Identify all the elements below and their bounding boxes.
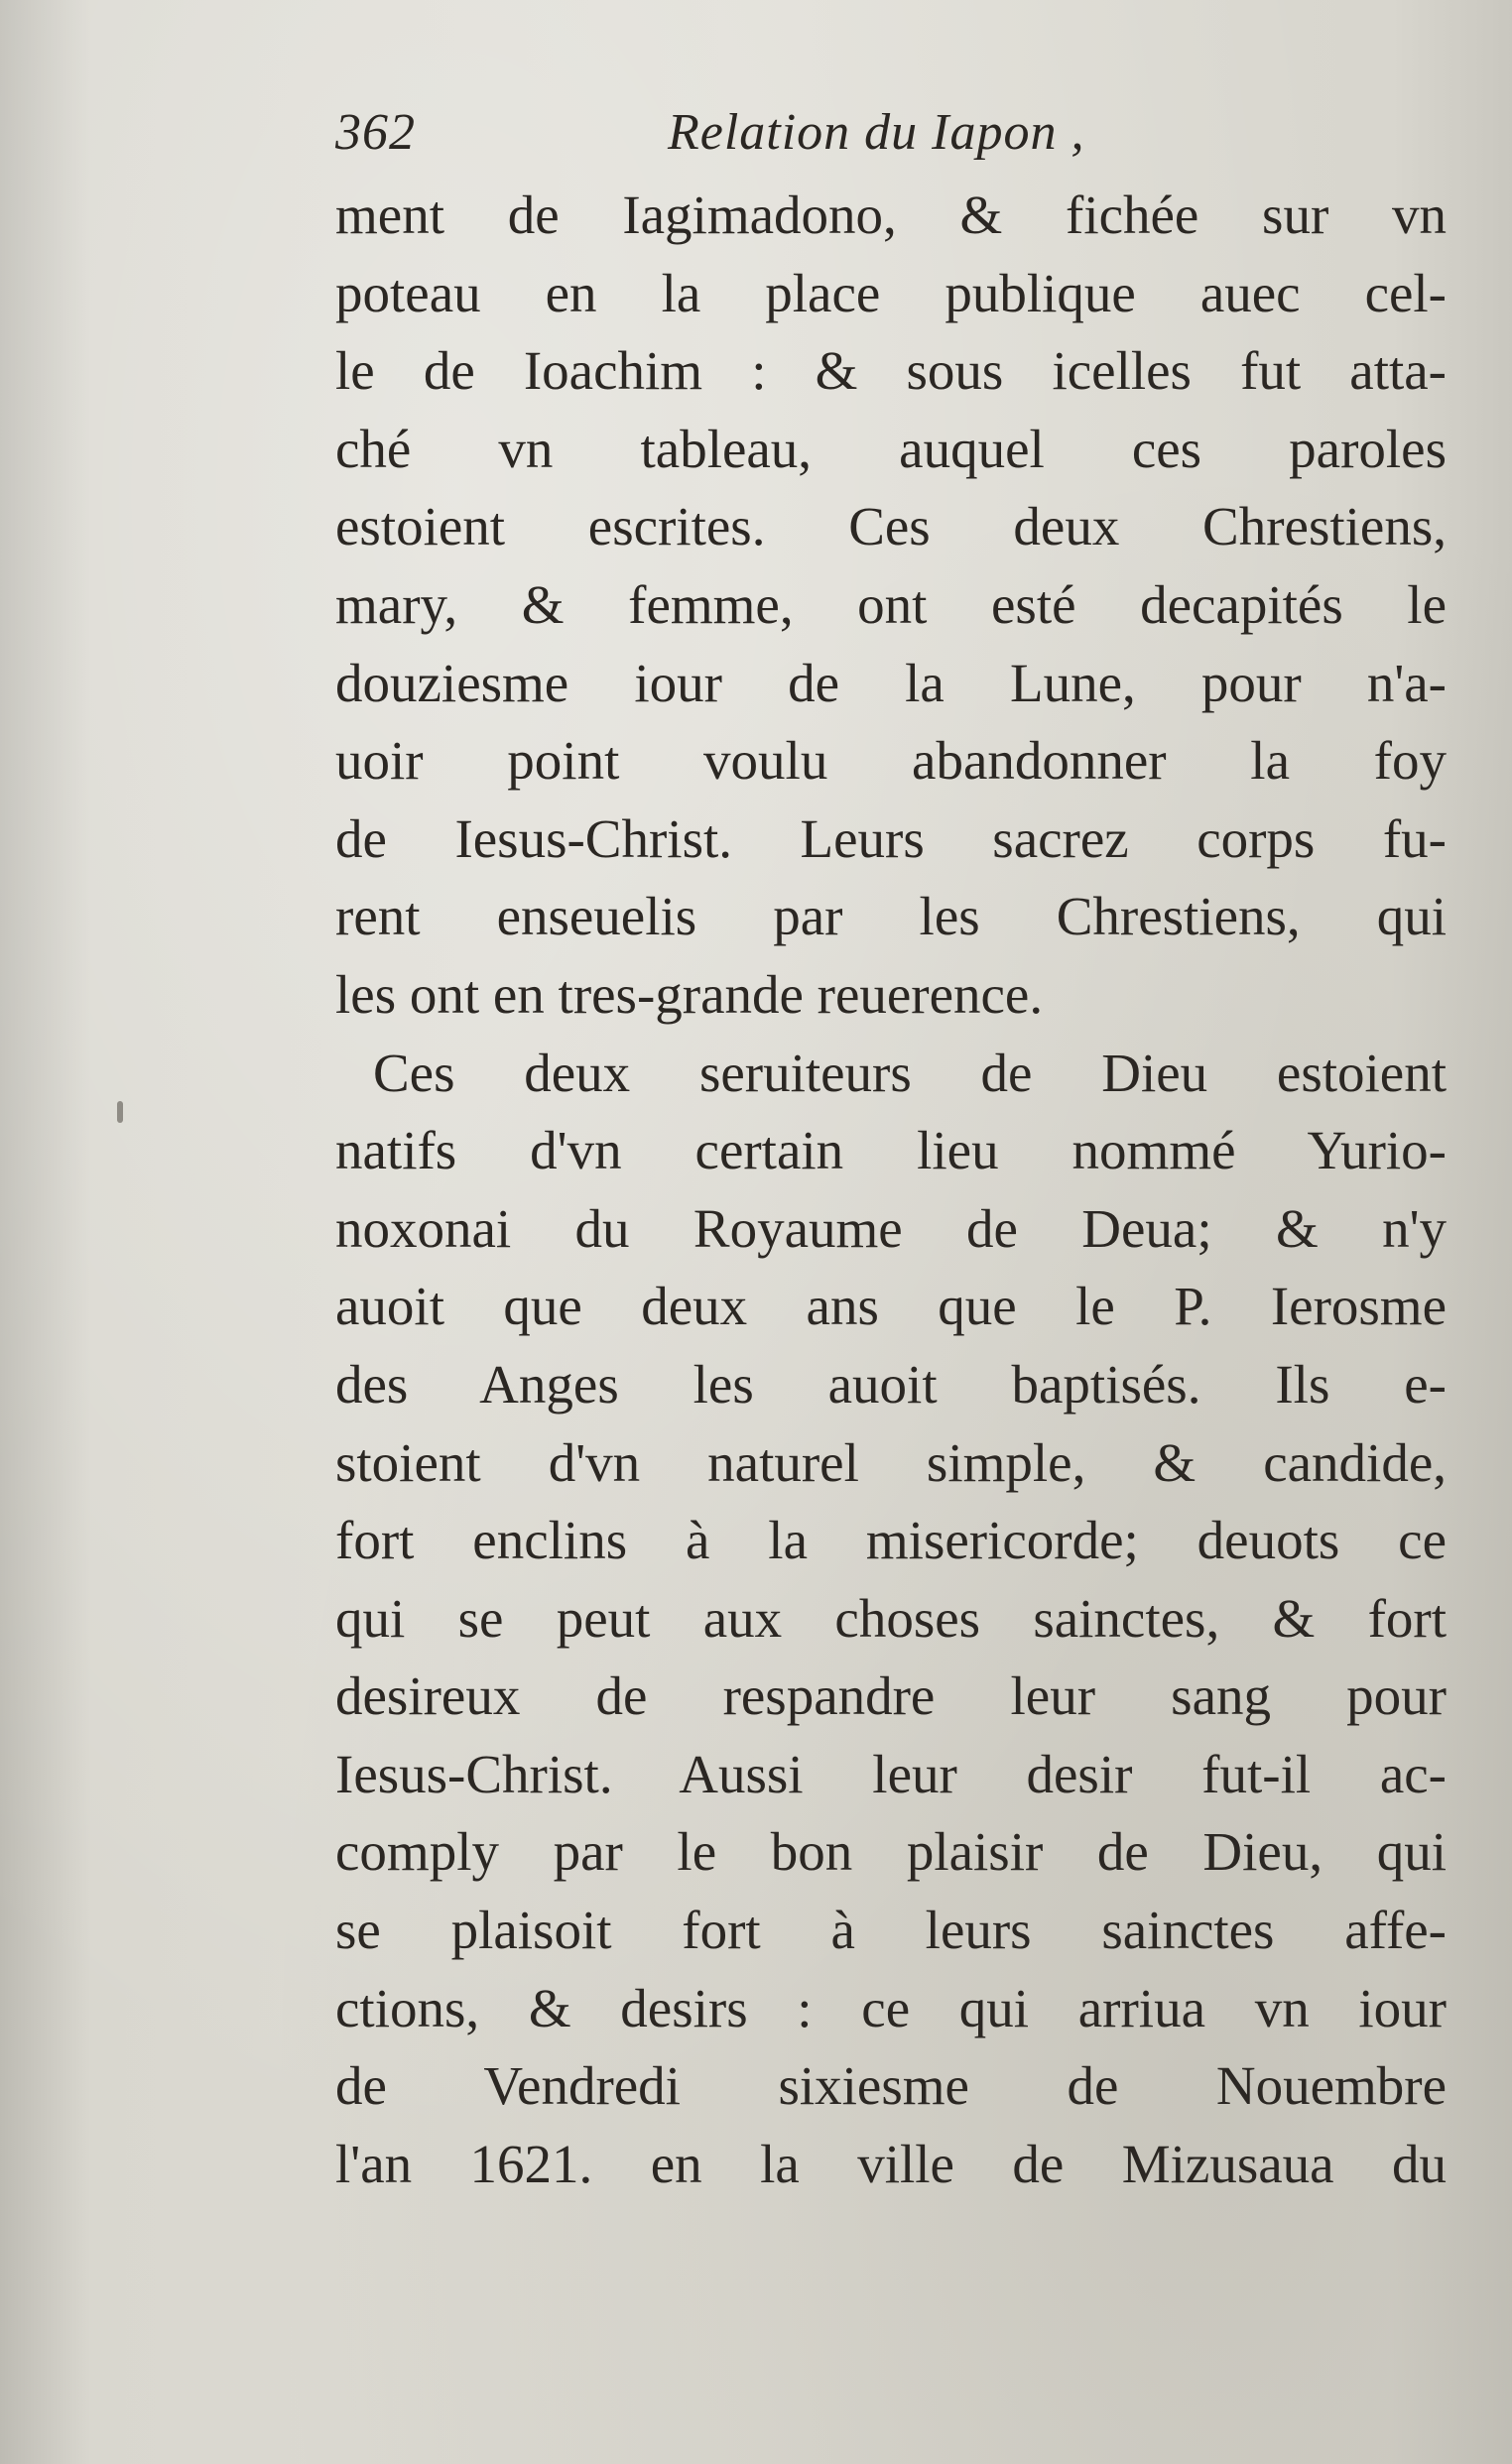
text-line: noxonai du Royaume de Deua; & n'y (335, 1197, 1447, 1259)
text-line: mary, & femme, ont esté decapités le (335, 573, 1447, 635)
text-line: les ont en tres-grande reuerence. (335, 963, 1044, 1025)
text-line: estoient escrites. Ces deux Chrestiens, (335, 496, 1447, 557)
ink-speck (117, 1101, 123, 1123)
text-line: ctions, & desirs : ce qui arriua vn iour (335, 1977, 1447, 2038)
text-line: douziesme iour de la Lune, pour n'a- (335, 652, 1447, 713)
paragraph-1 (335, 177, 1447, 1035)
text-line: l'an 1621. en la ville de Mizusaua du (335, 2133, 1447, 2194)
text-line: le de Ioachim : & sous icelles fut atta- (335, 340, 1447, 402)
paragraph-2 (335, 1035, 1447, 2204)
text-line: natifs d'vn certain lieu nommé Yurio- (335, 1120, 1447, 1181)
text-line: Iesus-Christ. Aussi leur desir fut-il ac- (335, 1743, 1447, 1804)
text-line: ment de Iagimadono, & fichée sur vn (335, 185, 1447, 245)
text-line: stoient d'vn naturel simple, & candide, (335, 1431, 1447, 1493)
text-line: ché vn tableau, auquel ces paroles (335, 418, 1447, 479)
text-line: qui se peut aux choses sainctes, & fort (335, 1587, 1447, 1649)
text-line: uoir point voulu abandonner la foy (335, 730, 1447, 792)
text-line: de Vendredi sixiesme de Nouembre (335, 2055, 1447, 2117)
text-line: des Anges les auoit baptisés. Ils e- (335, 1353, 1447, 1415)
body-text (335, 177, 1447, 2203)
page-number: 362 (335, 104, 416, 161)
book-title: Relation du Iapon , (668, 104, 1085, 161)
text-line: rent enseuelis par les Chrestiens, qui (335, 886, 1447, 947)
running-head (335, 103, 1466, 173)
text-line: comply par le bon plaisir de Dieu, qui (335, 1821, 1447, 1883)
text-line: de Iesus-Christ. Leurs sacrez corps fu- (335, 807, 1447, 869)
text-line: desireux de respandre leur sang pour (335, 1665, 1447, 1727)
text-line: auoit que deux ans que le P. Ierosme (335, 1276, 1447, 1337)
text-line: poteau en la place publique auec cel- (335, 262, 1447, 323)
text-line: se plaisoit fort à leurs sainctes affe- (335, 1900, 1447, 1961)
text-line: fort enclins à la misericorde; deuots ce (335, 1510, 1447, 1571)
text-line: Ces deux seruiteurs de Dieu estoient (373, 1042, 1447, 1103)
